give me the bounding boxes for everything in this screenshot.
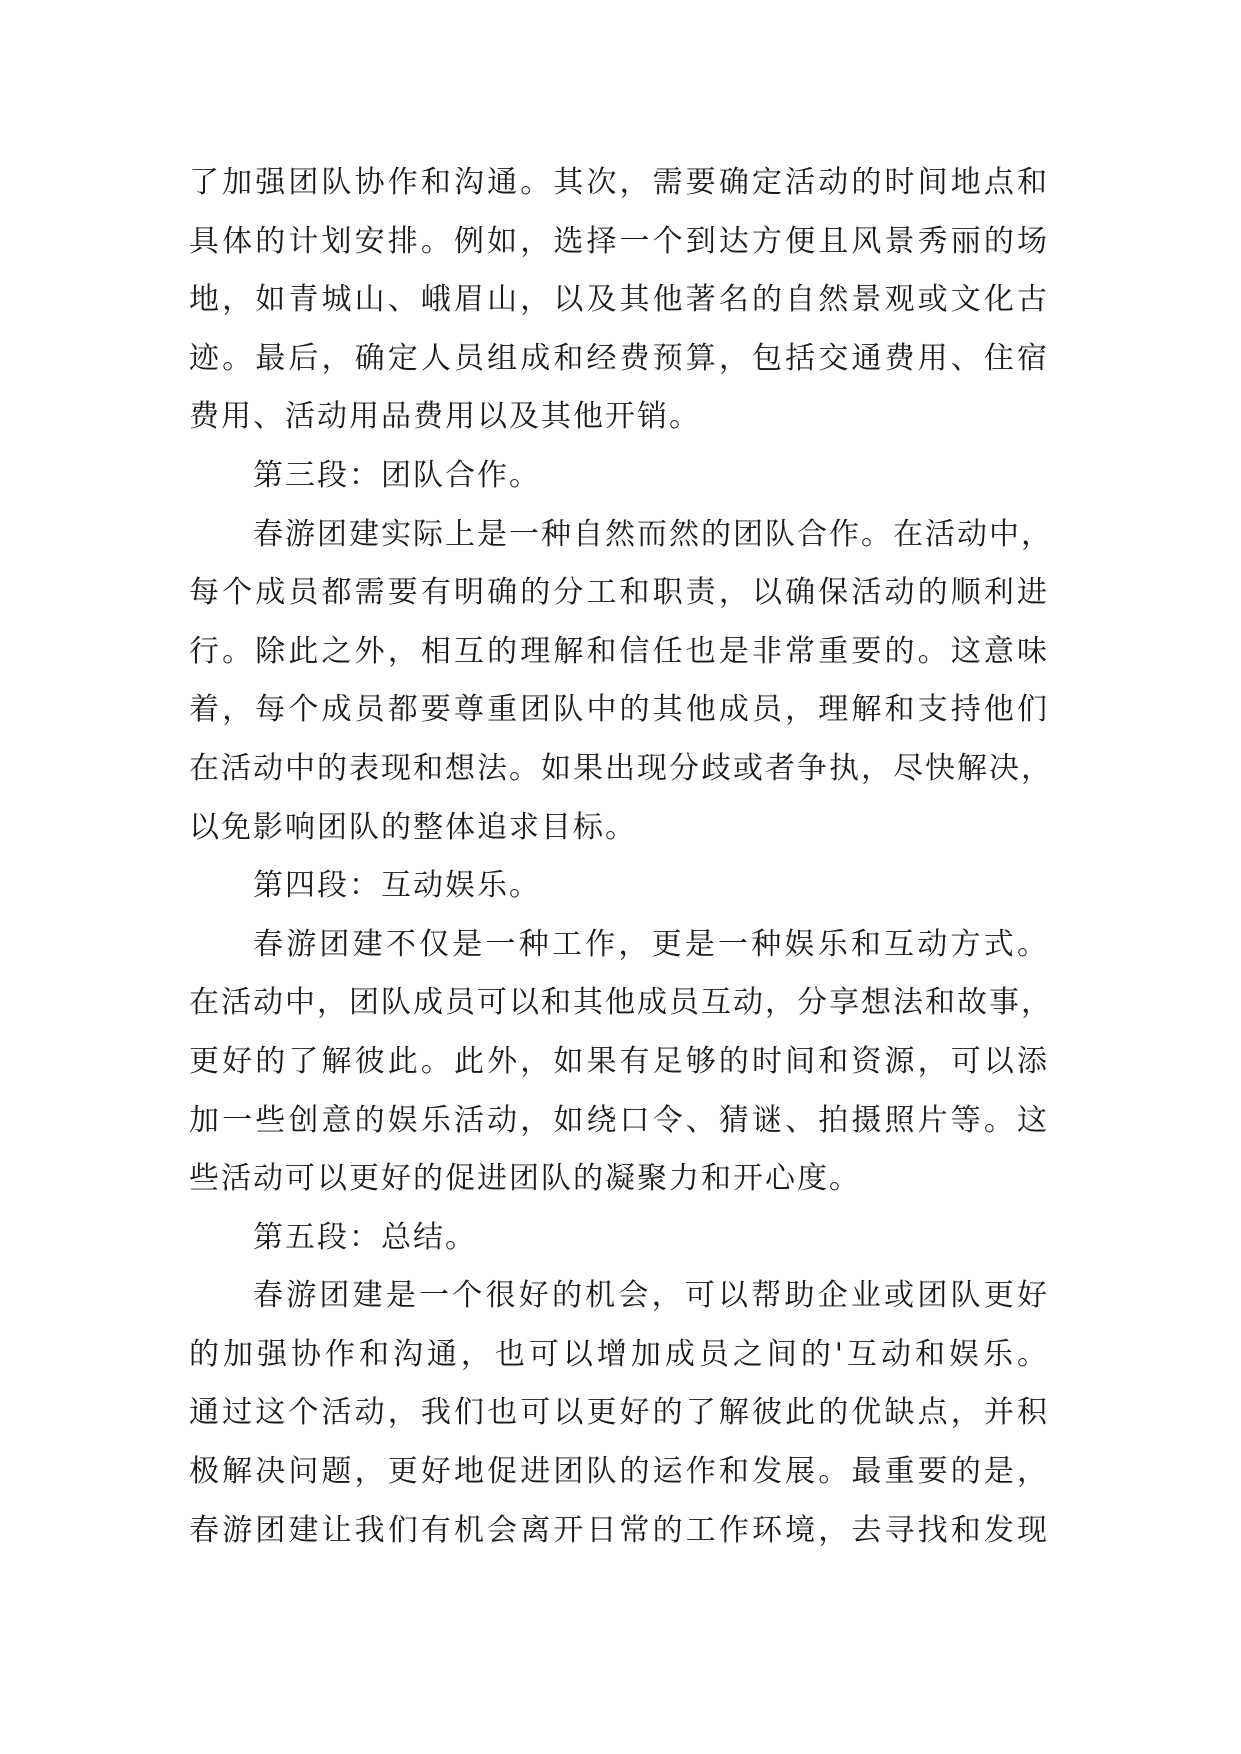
body-line: 地，如青城山、峨眉山，以及其他著名的自然景观或文化古 [189, 282, 1049, 318]
section-heading: 第四段：互动娱乐。 [253, 868, 541, 904]
body-line: 以免影响团队的整体追求目标。 [189, 809, 637, 845]
body-line: 了加强团队协作和沟通。其次，需要确定活动的时间地点和 [189, 165, 1049, 200]
body-line: 具体的计划安排。例如，选择一个到达方便且风景秀丽的场 [189, 223, 1049, 259]
body-line: 行。除此之外，相互的理解和信任也是非常重要的。这意味 [189, 633, 1049, 669]
body-line: 春游团建不仅是一种工作，更是一种娱乐和互动方式。 [253, 926, 1049, 962]
body-line: 春游团建是一个很好的机会，可以帮助企业或团队更好 [253, 1278, 1049, 1314]
body-line: 在活动中，团队成员可以和其他成员互动，分享想法和故事， [189, 985, 1053, 1021]
section-heading: 第三段：团队合作。 [253, 457, 541, 493]
body-line: 春游团建让我们有机会离开日常的工作环境，去寻找和发现 [189, 1512, 1049, 1548]
body-line: 春游团建实际上是一种自然而然的团队合作。在活动中， [253, 516, 1053, 552]
body-line: 迹。最后，确定人员组成和经费预算，包括交通费用、住宿 [189, 340, 1049, 376]
document-body [189, 154, 1053, 1560]
body-line: 在活动中的表现和想法。如果出现分歧或者争执，尽快解决， [189, 750, 1053, 786]
body-line: 的加强协作和沟通，也可以增加成员之间的'互动和娱乐。 [189, 1336, 1049, 1372]
body-line: 极解决问题，更好地促进团队的运作和发展。最重要的是， [189, 1454, 1049, 1490]
section-heading: 第五段：总结。 [253, 1219, 477, 1255]
body-line: 加一些创意的娱乐活动，如绕口令、猜谜、拍摄照片等。这 [189, 1102, 1049, 1138]
body-line: 费用、活动用品费用以及其他开销。 [189, 399, 701, 435]
body-line: 通过这个活动，我们也可以更好的了解彼此的优缺点，并积 [189, 1395, 1049, 1431]
body-line: 更好的了解彼此。此外，如果有足够的时间和资源，可以添 [189, 1043, 1049, 1079]
body-line: 每个成员都需要有明确的分工和职责，以确保活动的顺利进 [189, 575, 1049, 611]
body-line: 些活动可以更好的促进团队的凝聚力和开心度。 [189, 1161, 861, 1197]
body-line: 着，每个成员都要尊重团队中的其他成员，理解和支持他们 [189, 692, 1049, 728]
